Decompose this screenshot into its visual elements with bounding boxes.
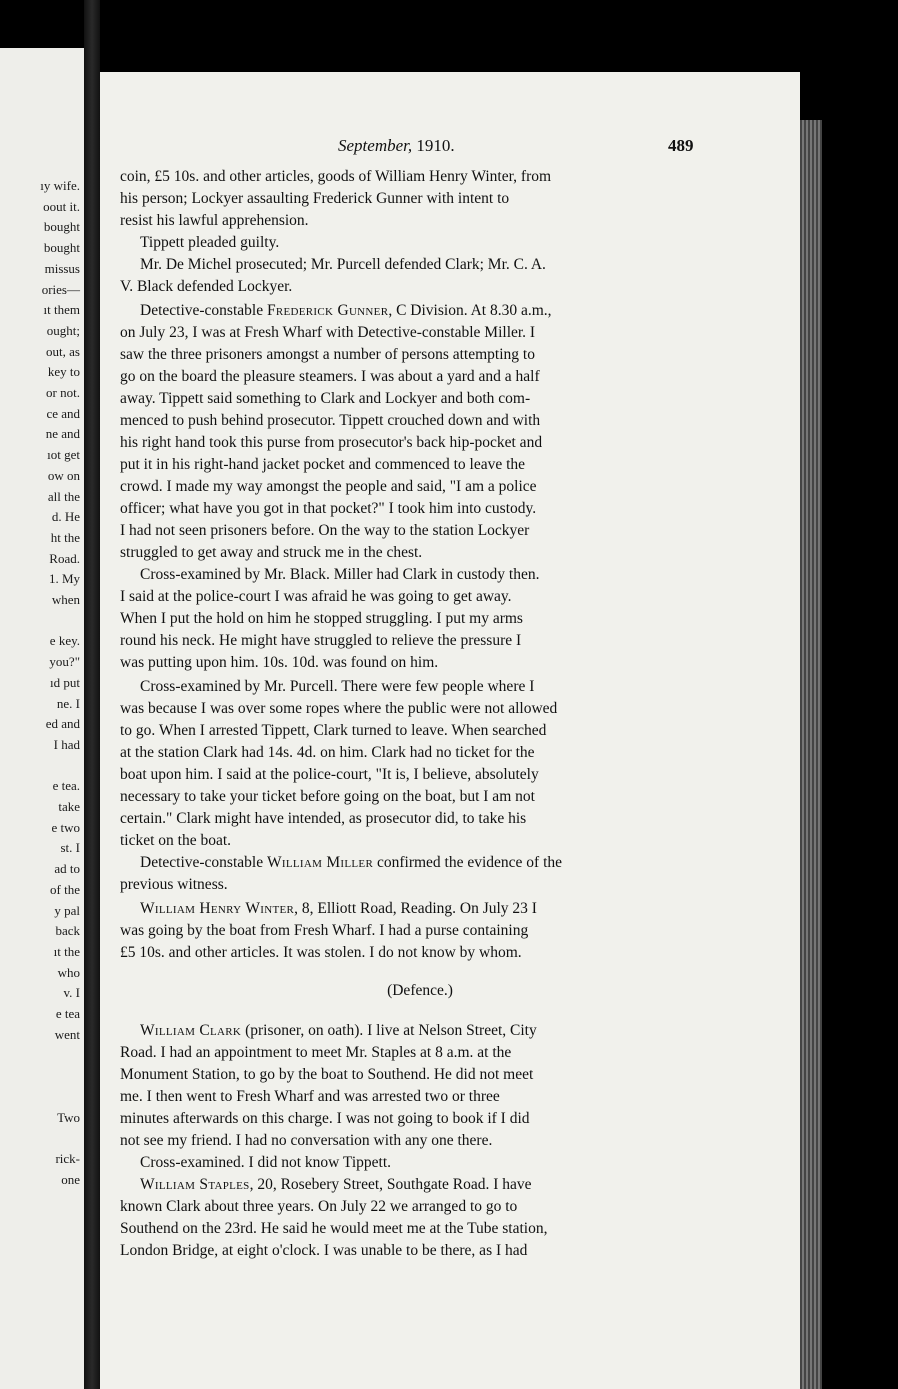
left-page-fragment: ad to	[54, 861, 80, 877]
text-line	[120, 1064, 720, 1086]
text-line	[120, 698, 720, 720]
left-page-fragment: st. I	[60, 840, 80, 856]
left-page-fragment: you?"	[49, 654, 80, 670]
running-head	[120, 136, 720, 160]
text-run: (Defence.)	[387, 982, 453, 999]
text-run: £5 10s. and other articles. It was stolen. I do not know by whom.	[120, 944, 522, 961]
left-page-fragment: ıot get	[47, 447, 80, 463]
left-page-fragment: ıd put	[50, 674, 80, 690]
left-page-fragment: or not.	[46, 385, 80, 400]
left-page-fragment: e tea.	[52, 778, 80, 794]
text-run: round his neck. He might have struggled to relieve the pressure I	[120, 632, 522, 649]
text-run: Cross-examined by Mr. Black. Miller had Clark in custody then.	[140, 566, 540, 583]
left-page-fragment: ıt them	[43, 302, 80, 318]
text-line	[120, 1086, 720, 1108]
text-line	[120, 1108, 720, 1130]
left-page-fragment: back	[55, 923, 80, 939]
left-page-fragment: went	[54, 1026, 80, 1042]
text-line	[120, 942, 720, 964]
text-run: , 8, Elliott Road, Reading. On July 23 I	[294, 900, 537, 917]
text-run: put it in his right-hand jacket pocket and commenced to leave the	[120, 456, 526, 473]
text-run: Cross-examined by Mr. Purcell. There were few people where I	[140, 678, 535, 695]
text-line	[120, 300, 720, 322]
left-page-fragment: when	[51, 592, 80, 607]
text-run: previous witness.	[120, 876, 228, 893]
text-run: I said at the police-court I was afraid he was going to get away.	[120, 588, 512, 605]
page-number: 489	[668, 136, 694, 155]
witness-name: Frederick Gunner	[266, 302, 389, 319]
text-line	[120, 542, 720, 564]
text-run: coin, £5 10s. and other articles, goods of William Henry Winter, from	[120, 168, 552, 185]
text-run: was because I was over some ropes where the public were not allowed	[120, 700, 558, 717]
text-line	[120, 1240, 720, 1262]
left-page-fragment: bought	[43, 219, 80, 235]
text-line	[120, 764, 720, 786]
witness-name: William Miller	[266, 854, 374, 871]
page-edges	[800, 120, 822, 1389]
text-run: V. Black defended Lockyer.	[120, 278, 293, 295]
text-run: (prisoner, on oath). I live at Nelson Street, City	[241, 1022, 537, 1039]
witness-name: William Staples	[140, 1176, 250, 1193]
text-run: struggled to get away and struck me in the chest.	[120, 544, 423, 561]
left-page-fragment: rick-	[55, 1150, 80, 1166]
witness-name: William Henry Winter	[140, 900, 295, 917]
text-line	[120, 920, 720, 942]
text-line	[120, 852, 720, 874]
left-page-fragment: v. I	[63, 985, 80, 1001]
text-line	[120, 520, 720, 542]
text-line	[120, 1174, 720, 1196]
text-run: to go. When I arrested Tippett, Clark turned to leave. When searched	[120, 722, 547, 739]
text-line	[120, 652, 720, 674]
left-page-fragment: out, as	[46, 343, 80, 359]
left-page-fragment: y pal	[54, 902, 80, 918]
text-run: necessary to take your ticket before going on the boat, but I am not	[120, 788, 535, 805]
text-line	[120, 366, 720, 388]
text-run: I had not seen prisoners before. On the way to the station Lockyer	[120, 522, 530, 539]
left-page-fragment: ce and	[46, 405, 80, 421]
text-line	[120, 608, 720, 630]
text-run: officer; what have you got in that pocket?" I took him into custody.	[120, 500, 537, 517]
left-page-fragment: 1. My	[48, 571, 80, 587]
text-run: Tippett pleaded guilty.	[140, 234, 280, 251]
text-run: , C Division. At 8.30 a.m.,	[388, 302, 552, 319]
text-run: ticket on the boat.	[120, 832, 232, 849]
text-run: at the station Clark had 14s. 4d. on him. Clark had no ticket for the	[120, 744, 535, 761]
text-line	[120, 188, 720, 210]
left-page-fragment: ories—	[41, 281, 80, 297]
text-run: go on the board the pleasure steamers. I was about a yard and a half	[120, 368, 540, 385]
text-line	[120, 1218, 720, 1240]
witness-name: William Clark	[140, 1022, 242, 1039]
text-run: his right hand took this purse from prosecutor's back hip-pocket and	[120, 434, 543, 451]
running-head-year: 1910.	[416, 136, 455, 155]
text-run: was going by the boat from Fresh Wharf. I had a purse containing	[120, 922, 529, 939]
left-page-fragment: ıt the	[53, 943, 80, 959]
text-line	[120, 432, 720, 454]
text-line	[120, 786, 720, 808]
text-line	[120, 830, 720, 852]
text-line	[120, 874, 720, 896]
text-line	[120, 322, 720, 344]
text-run: known Clark about three years. On July 22 we arranged to go to	[120, 1198, 518, 1215]
left-page-fragment: ow on	[47, 467, 80, 483]
left-page-fragment: Road.	[49, 550, 80, 566]
text-run: certain." Clark might have intended, as prosecutor did, to take his	[120, 810, 527, 827]
right-page	[100, 72, 800, 1389]
text-line	[120, 410, 720, 432]
left-page-fragment: ne and	[45, 426, 80, 442]
text-line	[120, 1020, 720, 1042]
text-line	[120, 1152, 720, 1174]
left-page-fragment: oout it.	[43, 198, 80, 214]
text-run: London Bridge, at eight o'clock. I was unable to be there, as I had	[120, 1242, 528, 1259]
text-line	[120, 564, 720, 586]
left-page-fragment: ne. I	[56, 695, 80, 711]
text-run: minutes afterwards on this charge. I was not going to book if I did	[120, 1110, 530, 1127]
left-page-fragment: e key.	[49, 633, 80, 649]
text-run: Cross-examined. I did not know Tippett.	[140, 1154, 392, 1171]
text-run: was putting upon him. 10s. 10d. was found on him.	[120, 654, 439, 671]
left-page-fragment: d. He	[51, 509, 80, 525]
left-page-fragment: ıy wife.	[40, 178, 80, 193]
text-run: Southend on the 23rd. He said he would meet me at the Tube station,	[120, 1220, 548, 1237]
text-run: When I put the hold on him he stopped struggling. I put my arms	[120, 610, 523, 627]
text-run: on July 23, I was at Fresh Wharf with Detective-constable Miller. I	[120, 324, 536, 341]
text-line	[120, 254, 720, 276]
text-line	[120, 1196, 720, 1218]
text-line	[120, 586, 720, 608]
text-line	[120, 630, 720, 652]
left-page-fragment: I had	[53, 736, 80, 752]
left-page-fragment: ht the	[50, 529, 80, 545]
left-page-fragment: e tea	[55, 1006, 80, 1021]
left-page-fragment: of the	[50, 881, 80, 897]
text-run: Mr. De Michel prosecuted; Mr. Purcell defended Clark; Mr. C. A.	[140, 256, 546, 273]
text-line	[120, 210, 720, 232]
text-line	[120, 720, 720, 742]
left-page-fragment: e two	[51, 819, 80, 835]
text-line	[120, 676, 720, 698]
text-run: away. Tippett said something to Clark and Lockyer and both com-	[120, 390, 531, 407]
text-run: boat upon him. I said at the police-court, "It is, I believe, absolutely	[120, 766, 539, 783]
text-line	[120, 898, 720, 920]
text-run: me. I then went to Fresh Wharf and was arrested two or three	[120, 1088, 500, 1105]
left-page-fragment: key to	[47, 364, 80, 380]
text-run: his person; Lockyer assaulting Frederick Gunner with intent to	[120, 190, 510, 207]
text-run: , 20, Rosebery Street, Southgate Road. I have	[249, 1176, 532, 1193]
left-page-fragment: ed and	[45, 716, 80, 732]
running-head-title: September, 1910.	[338, 136, 455, 155]
text-line	[120, 454, 720, 476]
text-line	[120, 388, 720, 410]
text-run: not see my friend. I had no conversation with any one there.	[120, 1132, 493, 1149]
text-run: resist his lawful apprehension.	[120, 212, 309, 229]
text-line	[120, 166, 720, 188]
left-page-fragment: take	[58, 799, 80, 814]
left-page-fragment: missus	[44, 260, 80, 276]
text-line	[120, 742, 720, 764]
text-line	[120, 344, 720, 366]
left-page-fragment: ought;	[46, 322, 80, 338]
text-run: Detective-constable	[140, 854, 267, 871]
text-run: menced to push behind prosecutor. Tippett crouched down and with	[120, 412, 541, 429]
text-line	[120, 980, 720, 1002]
text-line	[120, 1130, 720, 1152]
left-page-fragment: who	[57, 964, 80, 980]
text-line	[120, 1042, 720, 1064]
left-page-fragment: bought	[43, 240, 80, 256]
text-run: Road. I had an appointment to meet Mr. Staples at 8 a.m. at the	[120, 1044, 512, 1061]
text-run: crowd. I made my way amongst the people and said, "I am a police	[120, 478, 537, 495]
left-page	[0, 48, 84, 1389]
text-line	[120, 232, 720, 254]
text-line	[120, 498, 720, 520]
left-page-fragment: one	[61, 1171, 80, 1187]
book-gutter	[84, 0, 100, 1389]
text-run: Detective-constable	[140, 302, 267, 319]
left-page-fragment: all the	[47, 488, 80, 504]
text-line	[120, 276, 720, 298]
text-run: Monument Station, to go by the boat to Southend. He did not meet	[120, 1066, 534, 1083]
text-run: confirmed the evidence of the	[373, 854, 563, 871]
text-run: saw the three prisoners amongst a number of persons attempting to	[120, 346, 535, 363]
text-line	[120, 476, 720, 498]
text-line	[120, 808, 720, 830]
left-page-fragment: Two	[57, 1109, 80, 1125]
